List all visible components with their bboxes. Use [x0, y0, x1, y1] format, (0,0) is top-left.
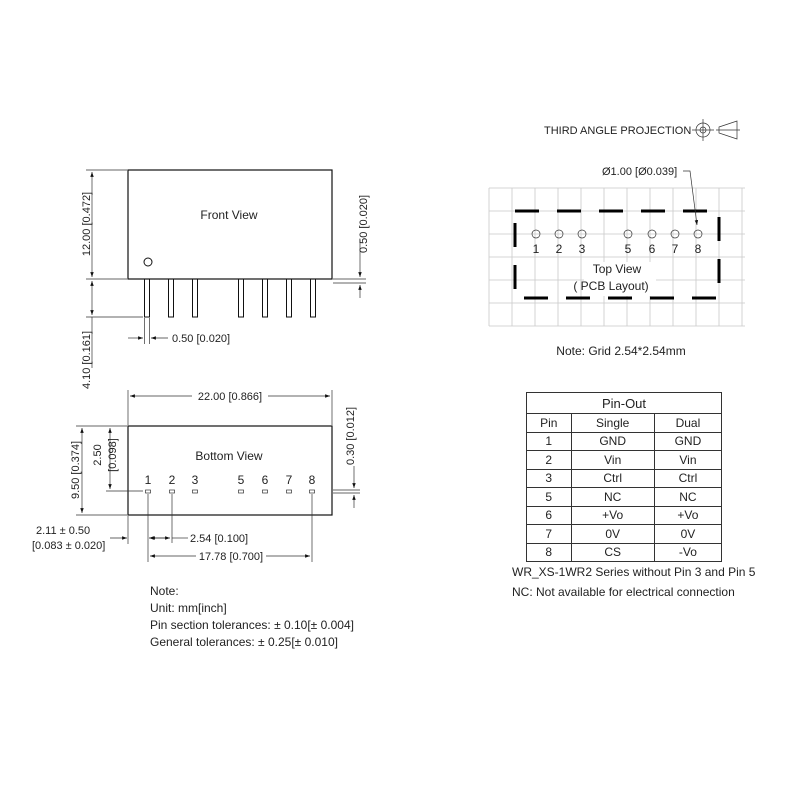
single-cell: Vin	[571, 451, 654, 470]
table-row	[527, 488, 722, 507]
notes-unit: Unit: mm[inch]	[150, 601, 227, 615]
bottom-view	[32, 389, 360, 563]
pin-cell: 1	[527, 432, 572, 451]
header-dual: Dual	[654, 414, 721, 433]
nc-note: NC: Not available for electrical connection	[512, 585, 735, 599]
table-row	[527, 469, 722, 488]
bottom-pin-number: 1	[144, 473, 152, 487]
single-cell: NC	[571, 488, 654, 507]
bottom-view-pads	[146, 490, 315, 493]
notes-block	[150, 583, 354, 651]
table-row	[527, 432, 722, 451]
dual-cell: GND	[654, 432, 721, 451]
bottom-span-dim: 17.78 [0.700]	[198, 551, 264, 563]
single-cell: Ctrl	[571, 469, 654, 488]
pin-cell: 7	[527, 525, 572, 544]
single-cell: +Vo	[571, 506, 654, 525]
top-view	[489, 166, 745, 358]
front-view	[81, 170, 370, 389]
grid-note: Note: Grid 2.54*2.54mm	[556, 344, 686, 358]
top-view-sublabel: ( PCB Layout)	[573, 279, 649, 293]
dual-cell: Ctrl	[654, 469, 721, 488]
pinout-table-container	[526, 392, 722, 562]
single-cell: CS	[571, 543, 654, 562]
bottom-offset-dim-inch: [0.098]	[107, 438, 119, 472]
projection-label: THIRD ANGLE PROJECTION	[544, 125, 692, 137]
notes-pin-tolerance: Pin section tolerances: ± 0.10[± 0.004]	[150, 618, 354, 632]
pin-cell: 3	[527, 469, 572, 488]
front-view-pins	[145, 279, 316, 317]
pin-cell: 8	[527, 543, 572, 562]
table-row	[527, 543, 722, 562]
bottom-pin-number: 6	[261, 473, 269, 487]
front-pin-width-dim: 0.50 [0.020]	[172, 333, 231, 345]
bottom-width-dim: 22.00 [0.866]	[197, 391, 263, 403]
dual-cell: 0V	[654, 525, 721, 544]
header-pin: Pin	[527, 414, 572, 433]
bottom-pin-number: 5	[237, 473, 245, 487]
pcb-pin-number: 7	[671, 242, 679, 256]
table-row	[527, 525, 722, 544]
pin1-marker	[144, 258, 152, 266]
projection-symbol	[692, 119, 740, 141]
table-row	[527, 451, 722, 470]
pcb-pin-number: 8	[694, 242, 702, 256]
dual-cell: -Vo	[654, 543, 721, 562]
pinout-caption: Pin-Out	[527, 393, 722, 414]
dual-cell: NC	[654, 488, 721, 507]
bottom-view-pin-numbers	[145, 473, 316, 487]
bottom-edge-dim-inch: [0.083 ± 0.020]	[32, 540, 106, 552]
pinout-table	[526, 392, 722, 562]
hole-diameter-dim: Ø1.00 [Ø0.039]	[602, 166, 678, 178]
table-row	[527, 506, 722, 525]
bottom-height-dim: 9.50 [0.374]	[70, 440, 82, 500]
bottom-pin-number: 2	[168, 473, 176, 487]
bottom-pitch-dim: 2.54 [0.100]	[190, 533, 249, 545]
pinout-notes	[512, 562, 755, 602]
pcb-pin-number: 1	[532, 242, 540, 256]
front-view-body	[128, 170, 332, 279]
pcb-pin-numbers	[533, 242, 702, 256]
pcb-pin-number: 5	[624, 242, 632, 256]
bottom-right-dim: 0.30 [0.012]	[345, 406, 357, 466]
top-view-label: Top View	[592, 262, 642, 276]
single-cell: GND	[571, 432, 654, 451]
pin-cell: 2	[527, 451, 572, 470]
single-cell: 0V	[571, 525, 654, 544]
table-header-row	[527, 414, 722, 433]
series-note: WR_XS-1WR2 Series without Pin 3 and Pin 5	[512, 565, 756, 579]
pcb-grid	[489, 188, 745, 326]
bottom-pin-number: 7	[285, 473, 293, 487]
dual-cell: Vin	[654, 451, 721, 470]
front-view-label: Front View	[200, 208, 258, 222]
pcb-pin-number: 2	[555, 242, 563, 256]
bottom-offset-dim: 2.50	[92, 444, 104, 466]
pcb-pin-number: 3	[578, 242, 586, 256]
dual-cell: +Vo	[654, 506, 721, 525]
pin-cell: 5	[527, 488, 572, 507]
bottom-view-body	[128, 426, 332, 515]
bottom-pin-number: 3	[191, 473, 199, 487]
projection-block	[544, 119, 740, 141]
notes-title: Note:	[150, 584, 179, 598]
bottom-view-label: Bottom View	[195, 449, 263, 463]
bottom-pin-number: 8	[308, 473, 316, 487]
pin-cell: 6	[527, 506, 572, 525]
pcb-pin-number: 6	[648, 242, 656, 256]
front-height-dim: 12.00 [0.472]	[81, 191, 93, 257]
front-right-dim: 0.50 [0.020]	[358, 194, 370, 254]
bottom-edge-dim: 2.11 ± 0.50	[36, 525, 91, 537]
header-single: Single	[571, 414, 654, 433]
notes-general-tolerance: General tolerances: ± 0.25[± 0.010]	[150, 635, 338, 649]
front-pin-length-dim: 4.10 [0.161]	[81, 330, 93, 390]
